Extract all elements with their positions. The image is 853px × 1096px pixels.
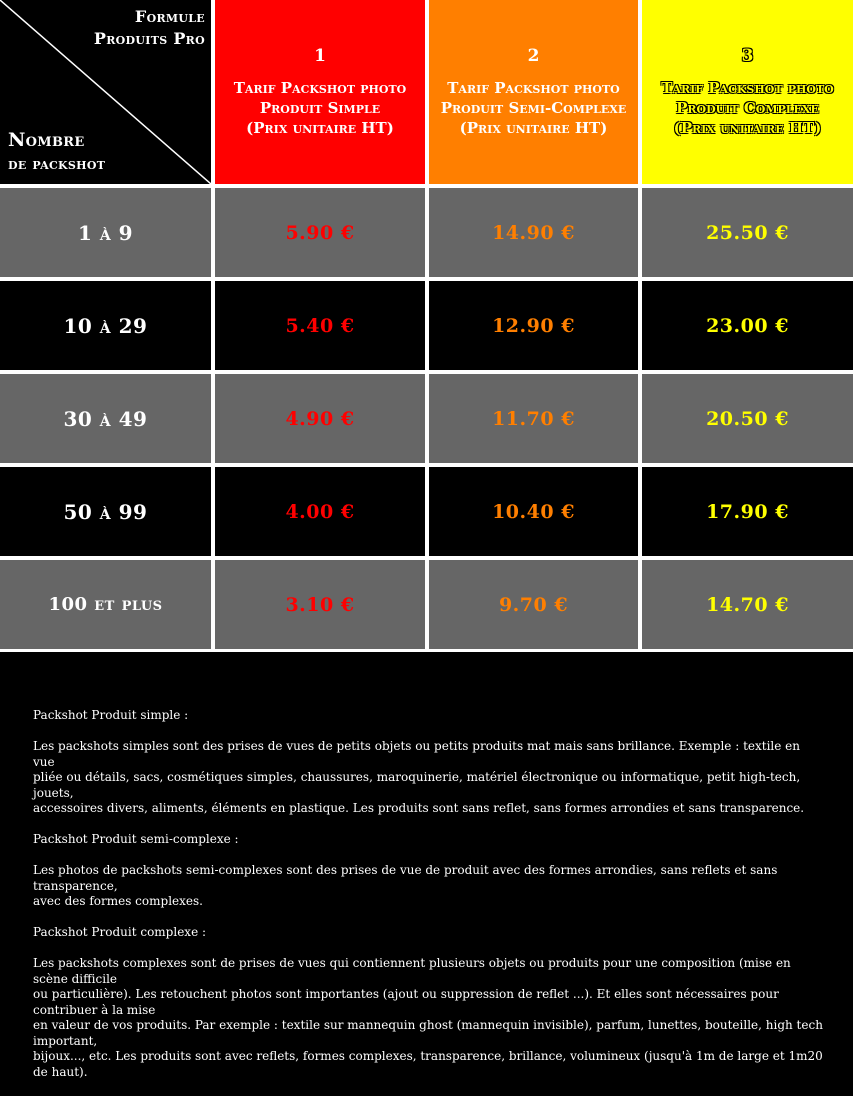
complex-title: Packshot Produit complexe : — [33, 925, 207, 939]
complex-description: Les packshots complexes sont de prises de vues qui contiennent plusieurs objets ou produits pour une composition (mise en scène difficile ou particulière). Les retouchent photos sont importantes (ajout ou suppression de reflet ...). Et elles sont nécessaires pour contribuer à la mise en valeur de vos produits. Par exemple : textile sur mannequin ghost (mannequin invisible), parfum, lunettes, bouteille, high tech important, bijoux..., etc. Les produits sont avec reflets, formes complexes, transparence, brillance, volumineux (jusqu'à 1m de large et 1m20 de haut). — [33, 956, 823, 1079]
price-cell: 12.90 € — [429, 281, 638, 370]
row-label: 50 à 99 — [0, 467, 211, 556]
row-label: 10 à 29 — [0, 281, 211, 370]
price-cell: 3.10 € — [215, 560, 425, 649]
price-cell: 20.50 € — [642, 374, 853, 463]
simple-title: Packshot Produit simple : — [33, 708, 189, 722]
price-cell: 4.00 € — [215, 467, 425, 556]
semi-complex-title: Packshot Produit semi-complexe : — [33, 832, 239, 846]
column-header-simple — [215, 0, 425, 184]
price-cell: 5.90 € — [215, 188, 425, 277]
column-title-line: (Prix unitaire HT) — [459, 119, 608, 137]
corner-formula-label: Formule Produits Pro — [93, 7, 205, 48]
column-header-semi-complex — [429, 0, 638, 184]
column-number: 3 — [741, 46, 754, 66]
semi-complex-description: Les photos de packshots semi-complexes sont des prises de vue de produit avec des formes arrondies, sans reflets et sans transparence, avec des formes complexes. — [33, 863, 778, 908]
row-label: 100 et plus — [0, 560, 211, 649]
column-title-line: Tarif Packshot photo — [233, 79, 407, 97]
column-header-complex — [642, 0, 853, 184]
price-cell: 25.50 € — [642, 188, 853, 277]
corner-count-label: Nombre de packshot — [8, 129, 106, 173]
column-title-line: (Prix unitaire HT) — [673, 119, 822, 137]
price-cell: 14.70 € — [642, 560, 853, 649]
price-cell: 5.40 € — [215, 281, 425, 370]
price-cell: 9.70 € — [429, 560, 638, 649]
column-title-line: (Prix unitaire HT) — [246, 119, 394, 137]
column-title-line: Produit Complexe — [676, 99, 819, 117]
description-block — [33, 708, 823, 1096]
price-cell: 17.90 € — [642, 467, 853, 556]
price-cell: 11.70 € — [429, 374, 638, 463]
table-corner-header — [0, 0, 211, 184]
column-title-line: Tarif Packshot photo — [447, 79, 620, 97]
price-cell: 4.90 € — [215, 374, 425, 463]
column-title-line: Produit Semi-Complexe — [440, 99, 627, 117]
simple-description: Les packshots simples sont des prises de vues de petits objets ou petits produits mat mais sans brillance. Exemple : textile en vue pliée ou détails, sacs, cosmétiques simples, chaussures, maroquinerie, matériel électronique ou informatique, petit high-tech, jouets, accessoires divers, aliments, éléments en plastique. Les produits sont sans reflet, sans formes arrondies et sans transparence. — [33, 739, 805, 815]
column-number: 1 — [314, 46, 326, 66]
column-title-line: Produit Simple — [259, 99, 381, 117]
column-number: 2 — [527, 46, 540, 66]
price-cell: 10.40 € — [429, 467, 638, 556]
price-cell: 14.90 € — [429, 188, 638, 277]
column-title-line: Tarif Packshot photo — [661, 79, 834, 97]
price-cell: 23.00 € — [642, 281, 853, 370]
row-label: 1 à 9 — [0, 188, 211, 277]
row-label: 30 à 49 — [0, 374, 211, 463]
